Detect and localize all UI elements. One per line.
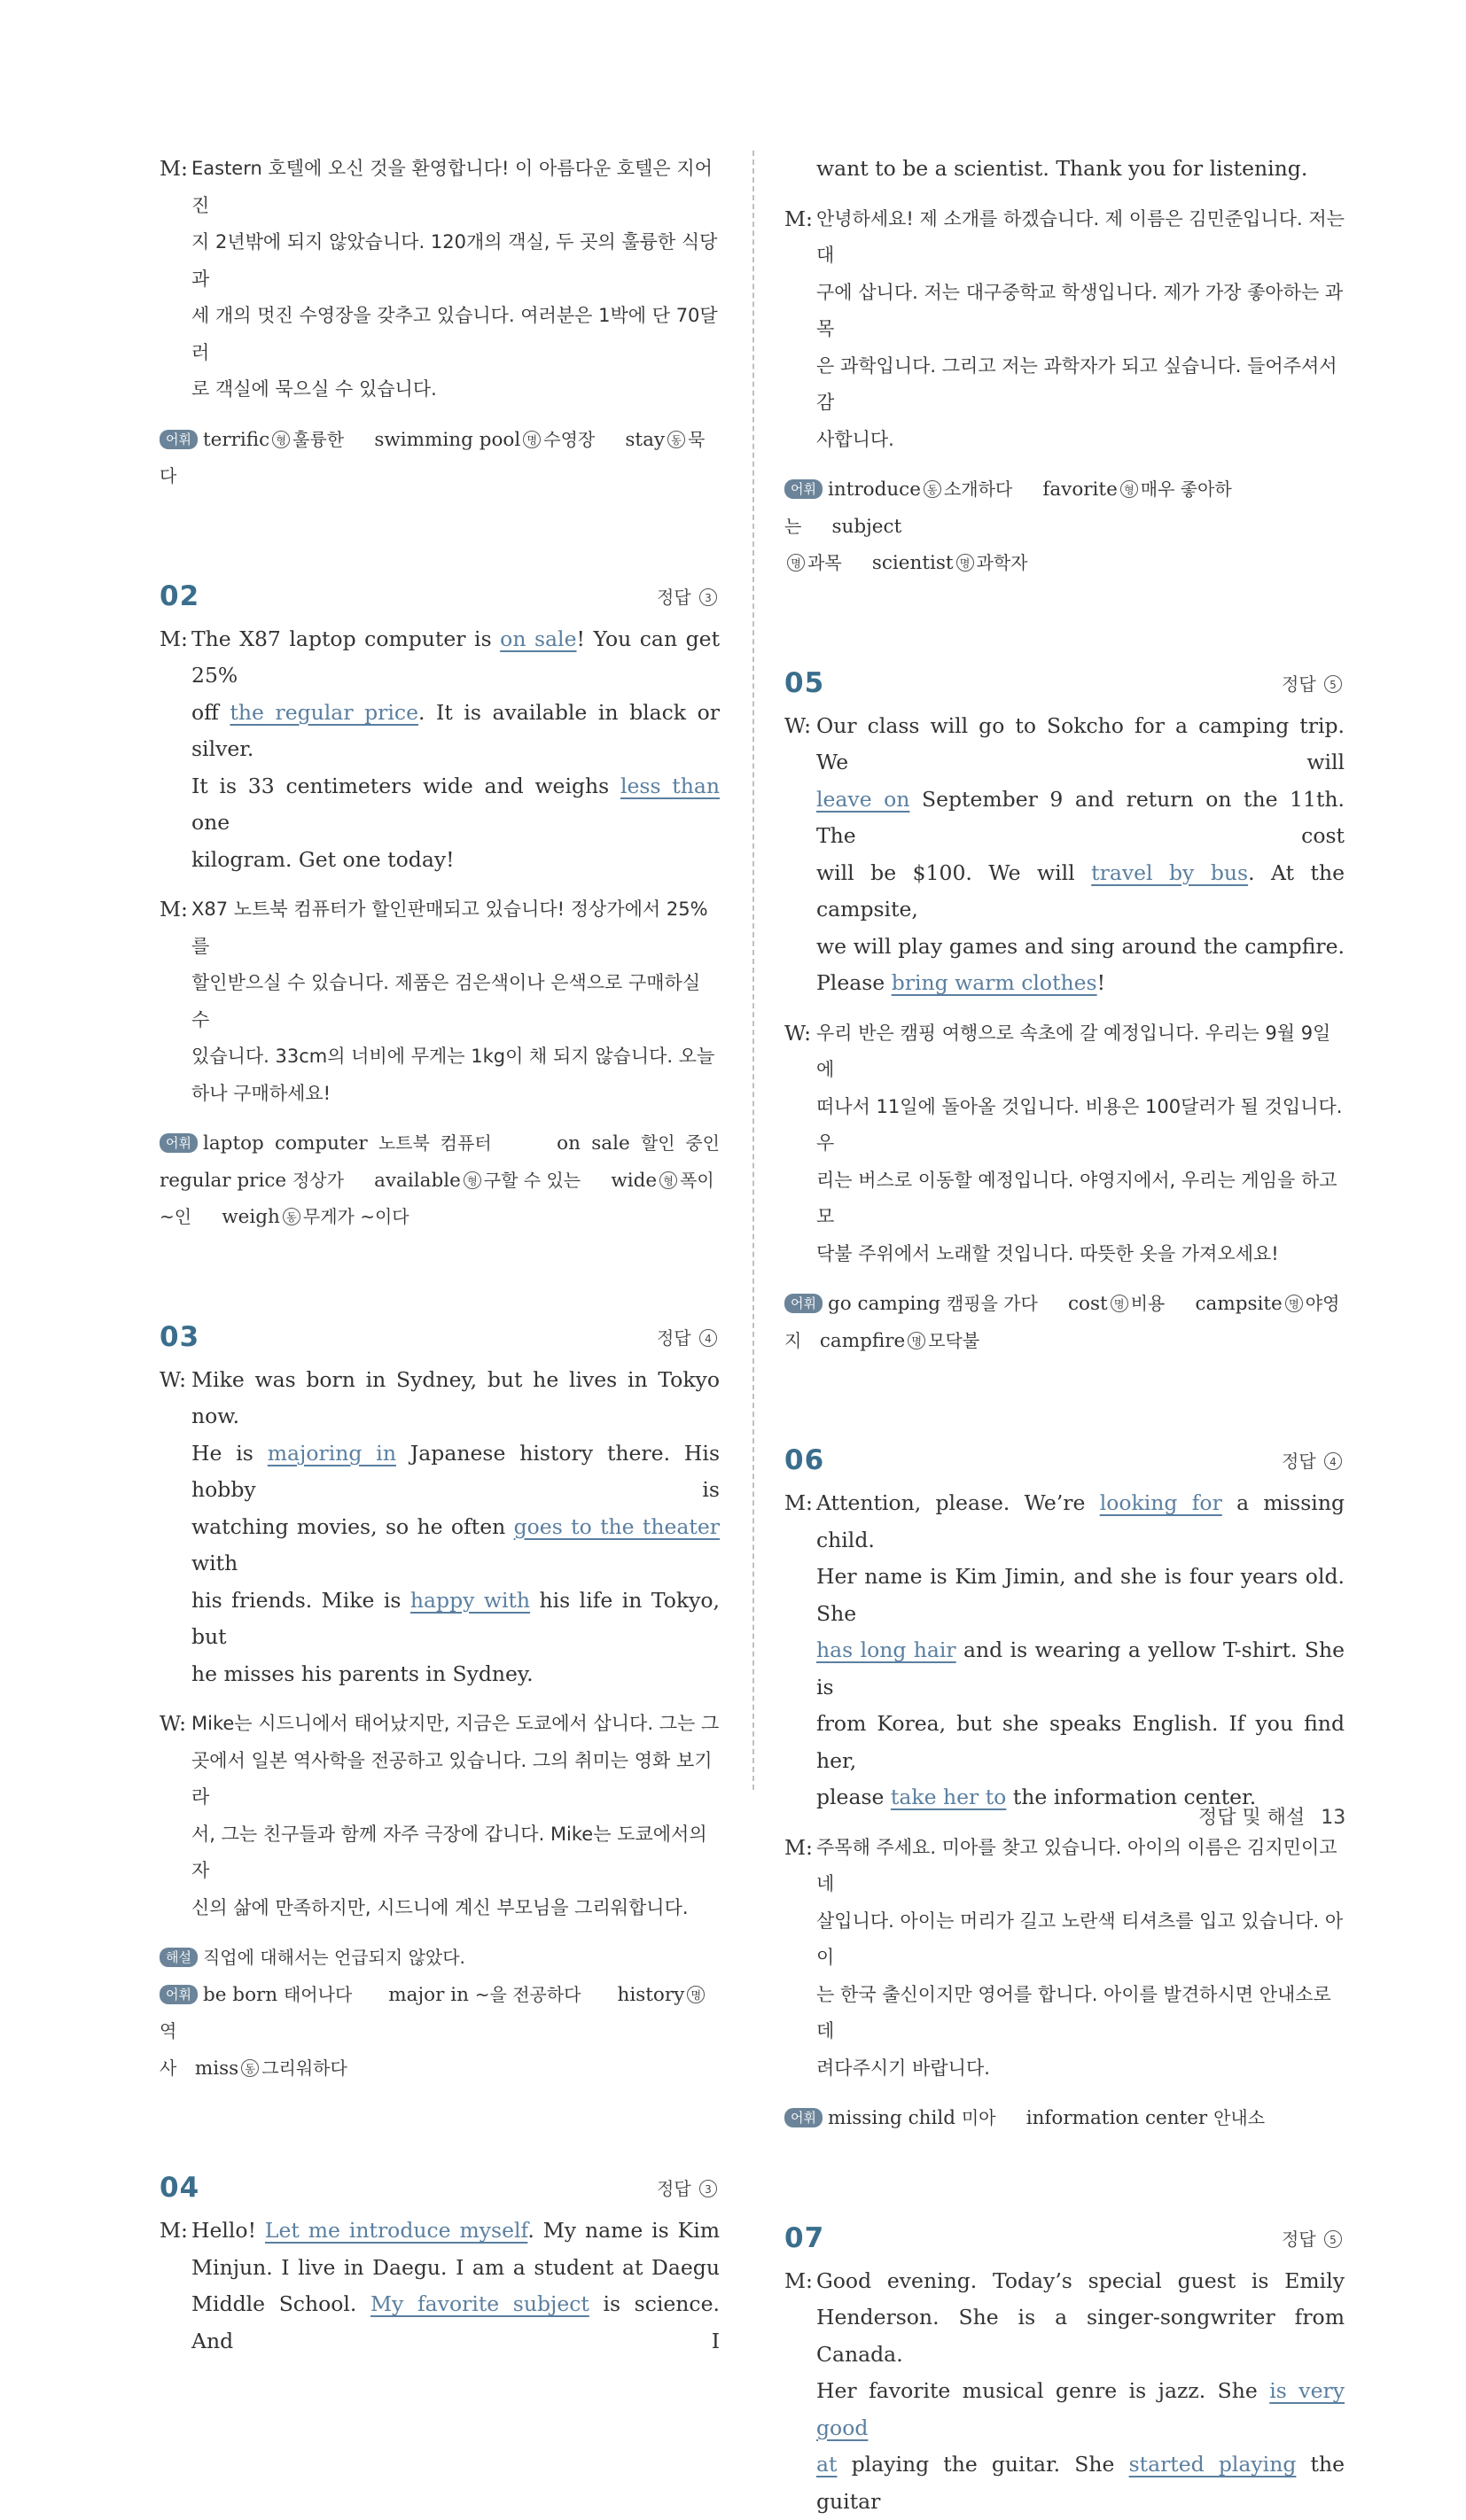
- key-phrase: the regular price: [230, 700, 418, 725]
- translation-text: [816, 201, 1345, 459]
- explanation-badge: 해설: [160, 1948, 198, 1967]
- speaker-label: M:: [160, 891, 191, 1112]
- section-07: [784, 2222, 1345, 2520]
- korean-translation: [784, 201, 1345, 459]
- speaker-label: W:: [160, 1362, 191, 1693]
- vocab-badge: 어휘: [160, 1985, 198, 2004]
- text-line: The X87 laptop computer is on sale! You can get 25%: [191, 621, 720, 695]
- text-line: please take her to the information center.: [816, 1779, 1345, 1816]
- pos-mark: 명: [687, 1986, 705, 2003]
- text-line: 은 과학입니다. 그리고 저는 과학자가 되고 싶습니다. 들어주셔서 감: [816, 348, 1345, 422]
- script-turn: [784, 1485, 1345, 1816]
- text-line: Hello! Let me introduce myself. My name is Kim: [191, 2213, 720, 2250]
- section-01-continued: [160, 151, 720, 495]
- text-line: has long hair and is wearing a yellow T-shirt. She is: [816, 1632, 1345, 1706]
- text-line: 세 개의 멋진 수영장을 갖추고 있습니다. 여러분은 1박에 단 70달러: [191, 298, 720, 371]
- script-turn: [160, 1362, 720, 1693]
- script-turn: [784, 2263, 1345, 2520]
- question-number: 04: [160, 2172, 199, 2204]
- key-phrase: take her to: [891, 1785, 1006, 1809]
- translation-text: [191, 891, 720, 1112]
- text-line: Mike는 시드니에서 태어났지만, 지금은 도쿄에서 삽니다. 그는 그: [191, 1706, 720, 1743]
- pos-mark: 동: [667, 431, 685, 448]
- script-text: [816, 151, 1345, 188]
- pos-mark: 명: [908, 1332, 925, 1349]
- korean-translation: [784, 1830, 1345, 2088]
- text-line: 지 2년밖에 되지 않았습니다. 120개의 객실, 두 곳의 훌륭한 식당과: [191, 224, 720, 298]
- text-line: from Korea, but she speaks English. If you find her,: [816, 1706, 1345, 1779]
- speaker-label: M:: [784, 1830, 816, 2088]
- script-turn: [160, 621, 720, 879]
- text-line: 하나 구매하세요!: [191, 1076, 720, 1113]
- vocab-line: ~인 weigh 동 무게가 ~이다: [160, 1199, 720, 1236]
- text-line: 우리 반은 캠핑 여행으로 속초에 갈 예정입니다. 우리는 9월 9일에: [816, 1015, 1345, 1089]
- key-phrase: travel by bus: [1091, 860, 1248, 885]
- korean-translation: [784, 1015, 1345, 1273]
- text-line: kilogram. Get one today!: [191, 842, 720, 879]
- key-phrase: started playing: [1129, 2452, 1297, 2477]
- script-text: [816, 2263, 1345, 2520]
- text-line: Good evening. Today’s special guest is Emily: [816, 2263, 1345, 2300]
- vocab-block: [784, 1286, 1345, 1359]
- vocab-line: 지 campfire 명 모닥불: [784, 1323, 1345, 1360]
- key-phrase: at: [816, 2452, 837, 2477]
- text-line: 구에 삽니다. 저는 대구중학교 학생입니다. 제가 가장 좋아하는 과목: [816, 275, 1345, 348]
- vocab-term: swimming pool: [374, 429, 520, 451]
- text-line: will be $100. We will travel by bus. At the campsite,: [816, 855, 1345, 929]
- text-line: Minjun. I live in Daegu. I am a student at Daegu: [191, 2250, 720, 2287]
- script-turn: [784, 708, 1345, 1002]
- key-phrase: majoring in: [268, 1441, 396, 1466]
- vocab-block: [784, 2100, 1345, 2137]
- vocab-line: 어휘 introduce 동 소개하다 favorite 형 매우 좋아하는 subject: [784, 471, 1345, 545]
- text-line: He is majoring in Japanese history there. His hobby is: [191, 1435, 720, 1509]
- pos-mark: 명: [1285, 1295, 1303, 1312]
- pos-mark: 형: [659, 1171, 677, 1189]
- speaker-label: M:: [784, 2263, 816, 2520]
- korean-translation: [160, 151, 720, 408]
- question-header: [160, 1321, 720, 1353]
- answer-label: 정답 4: [1282, 1447, 1345, 1476]
- script-text: [191, 2213, 720, 2360]
- text-line: 닥불 주위에서 노래할 것입니다. 따뜻한 옷을 가져오세요!: [816, 1236, 1345, 1273]
- pos-mark: 동: [241, 2059, 259, 2077]
- vocab-line: 어휘 go camping 캠핑을 가다 cost 명 비용 campsite 명 야영: [784, 1286, 1345, 1323]
- question-number: 02: [160, 580, 199, 612]
- vocab-line: 어휘 missing child 미아 information center 안내소: [784, 2100, 1345, 2137]
- script-turn: [784, 151, 1345, 188]
- text-line: 는 한국 출신이지만 영어를 합니다. 아이를 발견하시면 안내소로 데: [816, 1977, 1345, 2050]
- key-phrase: goes to the theater: [514, 1514, 720, 1539]
- pos-mark: 형: [272, 431, 290, 448]
- answer-mark: 4: [699, 1329, 717, 1347]
- vocab-term: stay: [625, 429, 665, 451]
- vocab-line: 어휘 be born 태어나다 major in ~을 전공하다 history 명역: [160, 1977, 720, 2050]
- text-line: Her name is Kim Jimin, and she is four years old. She: [816, 1559, 1345, 1632]
- vocab-term: terrific: [203, 429, 269, 451]
- speaker-label: W:: [784, 708, 816, 1002]
- vocab-badge: 어휘: [784, 2108, 823, 2127]
- question-number: 07: [784, 2222, 824, 2254]
- translation-text: [191, 1706, 720, 1926]
- question-header: [160, 580, 720, 612]
- pos-mark: 동: [924, 480, 941, 498]
- pos-mark: 형: [1120, 480, 1138, 498]
- key-phrase: looking for: [1100, 1490, 1222, 1515]
- text-line: 있습니다. 33cm의 너비에 무게는 1kg이 채 되지 않습니다. 오늘: [191, 1038, 720, 1076]
- vocab-block: [784, 471, 1345, 582]
- vocab-line: [160, 422, 720, 459]
- text-line: watching movies, so he often goes to the theater with: [191, 1509, 720, 1583]
- text-line: 서, 그는 친구들과 함께 자주 극장에 갑니다. Mike는 도쿄에서의 자: [191, 1816, 720, 1890]
- key-phrase: bring warm clothes: [892, 970, 1097, 995]
- vocab-line: 명 과목 scientist 명 과학자: [784, 545, 1345, 582]
- text-line: Mike was born in Sydney, but he lives in Tokyo now.: [191, 1362, 720, 1435]
- answer-label: 정답 5: [1282, 670, 1345, 699]
- script-text: [191, 1362, 720, 1693]
- korean-translation: [160, 1706, 720, 1926]
- text-line: Her favorite musical genre is jazz. She is very good: [816, 2373, 1345, 2446]
- question-header: [160, 2172, 720, 2204]
- page-number: 13: [1321, 1807, 1345, 1829]
- answer-mark: 4: [1324, 1452, 1342, 1470]
- text-line: Please bring warm clothes!: [816, 965, 1345, 1002]
- footer-label: 정답 및 해설: [1198, 1807, 1305, 1829]
- vocab-meaning: 훌륭한: [292, 429, 344, 450]
- text-line: 사합니다.: [816, 422, 1345, 459]
- text-line: Our class will go to Sokcho for a camping trip. We will: [816, 708, 1345, 782]
- text-line: 리는 버스로 이동할 예정입니다. 야영지에서, 우리는 게임을 하고 모: [816, 1163, 1345, 1236]
- speaker-label: M:: [160, 2213, 191, 2360]
- section-03: [160, 1321, 720, 2088]
- speaker-label: M:: [784, 1485, 816, 1816]
- answer-label: 정답 3: [657, 583, 720, 612]
- vocab-badge: 어휘: [160, 430, 198, 449]
- key-phrase: happy with: [410, 1588, 530, 1613]
- key-phrase: on sale: [500, 626, 576, 651]
- text-line: leave on September 9 and return on the 11th. The cost: [816, 782, 1345, 855]
- section-04: [160, 2172, 720, 2360]
- text-line: Eastern 호텔에 오신 것을 환영합니다! 이 아름다운 호텔은 지어진: [191, 151, 720, 224]
- vocab-meaning: 수영장: [543, 429, 595, 450]
- text-line: he misses his parents in Sydney.: [191, 1656, 720, 1693]
- pos-mark: 형: [464, 1171, 481, 1189]
- vocab-badge: 어휘: [160, 1133, 198, 1153]
- answer-mark: 5: [1324, 2230, 1342, 2248]
- text-line: 안녕하세요! 제 소개를 하겠습니다. 제 이름은 김민준입니다. 저는 대: [816, 201, 1345, 275]
- answer-mark: 3: [699, 2180, 717, 2197]
- left-column: [160, 151, 720, 2360]
- answer-label: 정답 5: [1282, 2225, 1345, 2254]
- text-line: want to be a scientist. Thank you for listening.: [816, 156, 1307, 181]
- translation-text: [191, 151, 720, 408]
- text-line: his friends. Mike is happy with his life in Tokyo, but: [191, 1583, 720, 1656]
- script-text: [816, 708, 1345, 1002]
- text-line: Middle School. My favorite subject is science. And I: [191, 2286, 720, 2360]
- vocab-badge: 어휘: [784, 1294, 823, 1313]
- answer-mark: 5: [1324, 675, 1342, 693]
- section-04-continued: [784, 151, 1345, 582]
- key-phrase: is very good: [816, 2378, 1345, 2440]
- vocab-line: regular price 정상가 available 형 구할 수 있는 wide 형 폭이: [160, 1163, 720, 1200]
- section-05: [784, 667, 1345, 1360]
- key-phrase: less than: [620, 774, 720, 798]
- vocab-badge: 어휘: [784, 479, 823, 499]
- answer-label: 정답 3: [657, 2174, 720, 2204]
- key-phrase: My favorite subject: [370, 2291, 589, 2316]
- speaker-label: M:: [160, 621, 191, 879]
- translation-text: [816, 1830, 1345, 2088]
- column-divider: [752, 151, 754, 1790]
- vocab-block: [160, 1977, 720, 2088]
- pos-mark: 명: [787, 554, 805, 572]
- key-phrase: Let me introduce myself: [265, 2218, 527, 2243]
- korean-translation: [160, 891, 720, 1112]
- text-line: 주목해 주세요. 미아를 찾고 있습니다. 아이의 이름은 김지민이고 네: [816, 1830, 1345, 1903]
- section-06: [784, 1444, 1345, 2137]
- question-number: 05: [784, 667, 824, 699]
- explanation-line: 해설 직업에 대해서는 언급되지 않았다.: [160, 1940, 720, 1977]
- speaker-label: W:: [784, 1015, 816, 1273]
- vocab-line: 어휘 laptop computer 노트북 컴퓨터 on sale 할인 중인: [160, 1125, 720, 1163]
- script-text: [191, 621, 720, 879]
- key-phrase: has long hair: [816, 1637, 956, 1662]
- text-line: Attention, please. We’re looking for a missing child.: [816, 1485, 1345, 1559]
- section-02: [160, 580, 720, 1236]
- question-header: [784, 1444, 1345, 1476]
- text-line: 려다주시기 바랍니다.: [816, 2050, 1345, 2088]
- text-line: 신의 삶에 만족하지만, 시드니에 계신 부모님을 그리워합니다.: [191, 1890, 720, 1927]
- vocab-meaning: 묵: [688, 429, 705, 450]
- page-footer: [1198, 1802, 1361, 1830]
- answer-mark: 3: [699, 588, 717, 606]
- text-line: off the regular price. It is available in black or silver.: [191, 695, 720, 768]
- pos-mark: 명: [523, 431, 541, 448]
- key-phrase: leave on: [816, 787, 909, 812]
- script-turn: [160, 2213, 720, 2360]
- question-number: 06: [784, 1444, 824, 1476]
- speaker-label: W:: [160, 1706, 191, 1926]
- text-line: X87 노트북 컴퓨터가 할인판매되고 있습니다! 정상가에서 25%를: [191, 891, 720, 965]
- pos-mark: 명: [956, 554, 974, 572]
- question-number: 03: [160, 1321, 199, 1353]
- text-line: Henderson. She is a singer-songwriter from Canada.: [816, 2299, 1345, 2373]
- text-line: 할인받으실 수 있습니다. 제품은 검은색이나 은색으로 구매하실 수: [191, 965, 720, 1038]
- question-header: [784, 2222, 1345, 2254]
- vocab-block: [160, 1125, 720, 1236]
- explanation-block: [160, 1940, 720, 1977]
- text-line: 로 객실에 묵으실 수 있습니다.: [191, 371, 720, 408]
- vocab-line: 다: [160, 458, 720, 495]
- pos-mark: 동: [283, 1208, 300, 1225]
- text-line: It is 33 centimeters wide and weighs less than one: [191, 768, 720, 842]
- text-line: 곳에서 일본 역사학을 전공하고 있습니다. 그의 취미는 영화 보기라: [191, 1743, 720, 1816]
- text-line: 떠나서 11일에 돌아올 것입니다. 비용은 100달러가 될 것입니다. 우: [816, 1089, 1345, 1163]
- script-text: [816, 1485, 1345, 1816]
- pos-mark: 명: [1111, 1295, 1128, 1312]
- speaker-label: M:: [160, 151, 191, 408]
- vocab-line: 사 miss 동 그리워하다: [160, 2050, 720, 2088]
- question-header: [784, 667, 1345, 699]
- answer-label: 정답 4: [657, 1324, 720, 1353]
- translation-text: [816, 1015, 1345, 1273]
- text-line: 살입니다. 아이는 머리가 길고 노란색 티셔츠를 입고 있습니다. 아이: [816, 1903, 1345, 1977]
- right-column: [784, 151, 1345, 2520]
- text-line: we will play games and sing around the campfire.: [816, 929, 1345, 966]
- vocab-block: [160, 422, 720, 495]
- text-line: at playing the guitar. She started playing the guitar: [816, 2446, 1345, 2520]
- speaker-label: M:: [784, 201, 816, 459]
